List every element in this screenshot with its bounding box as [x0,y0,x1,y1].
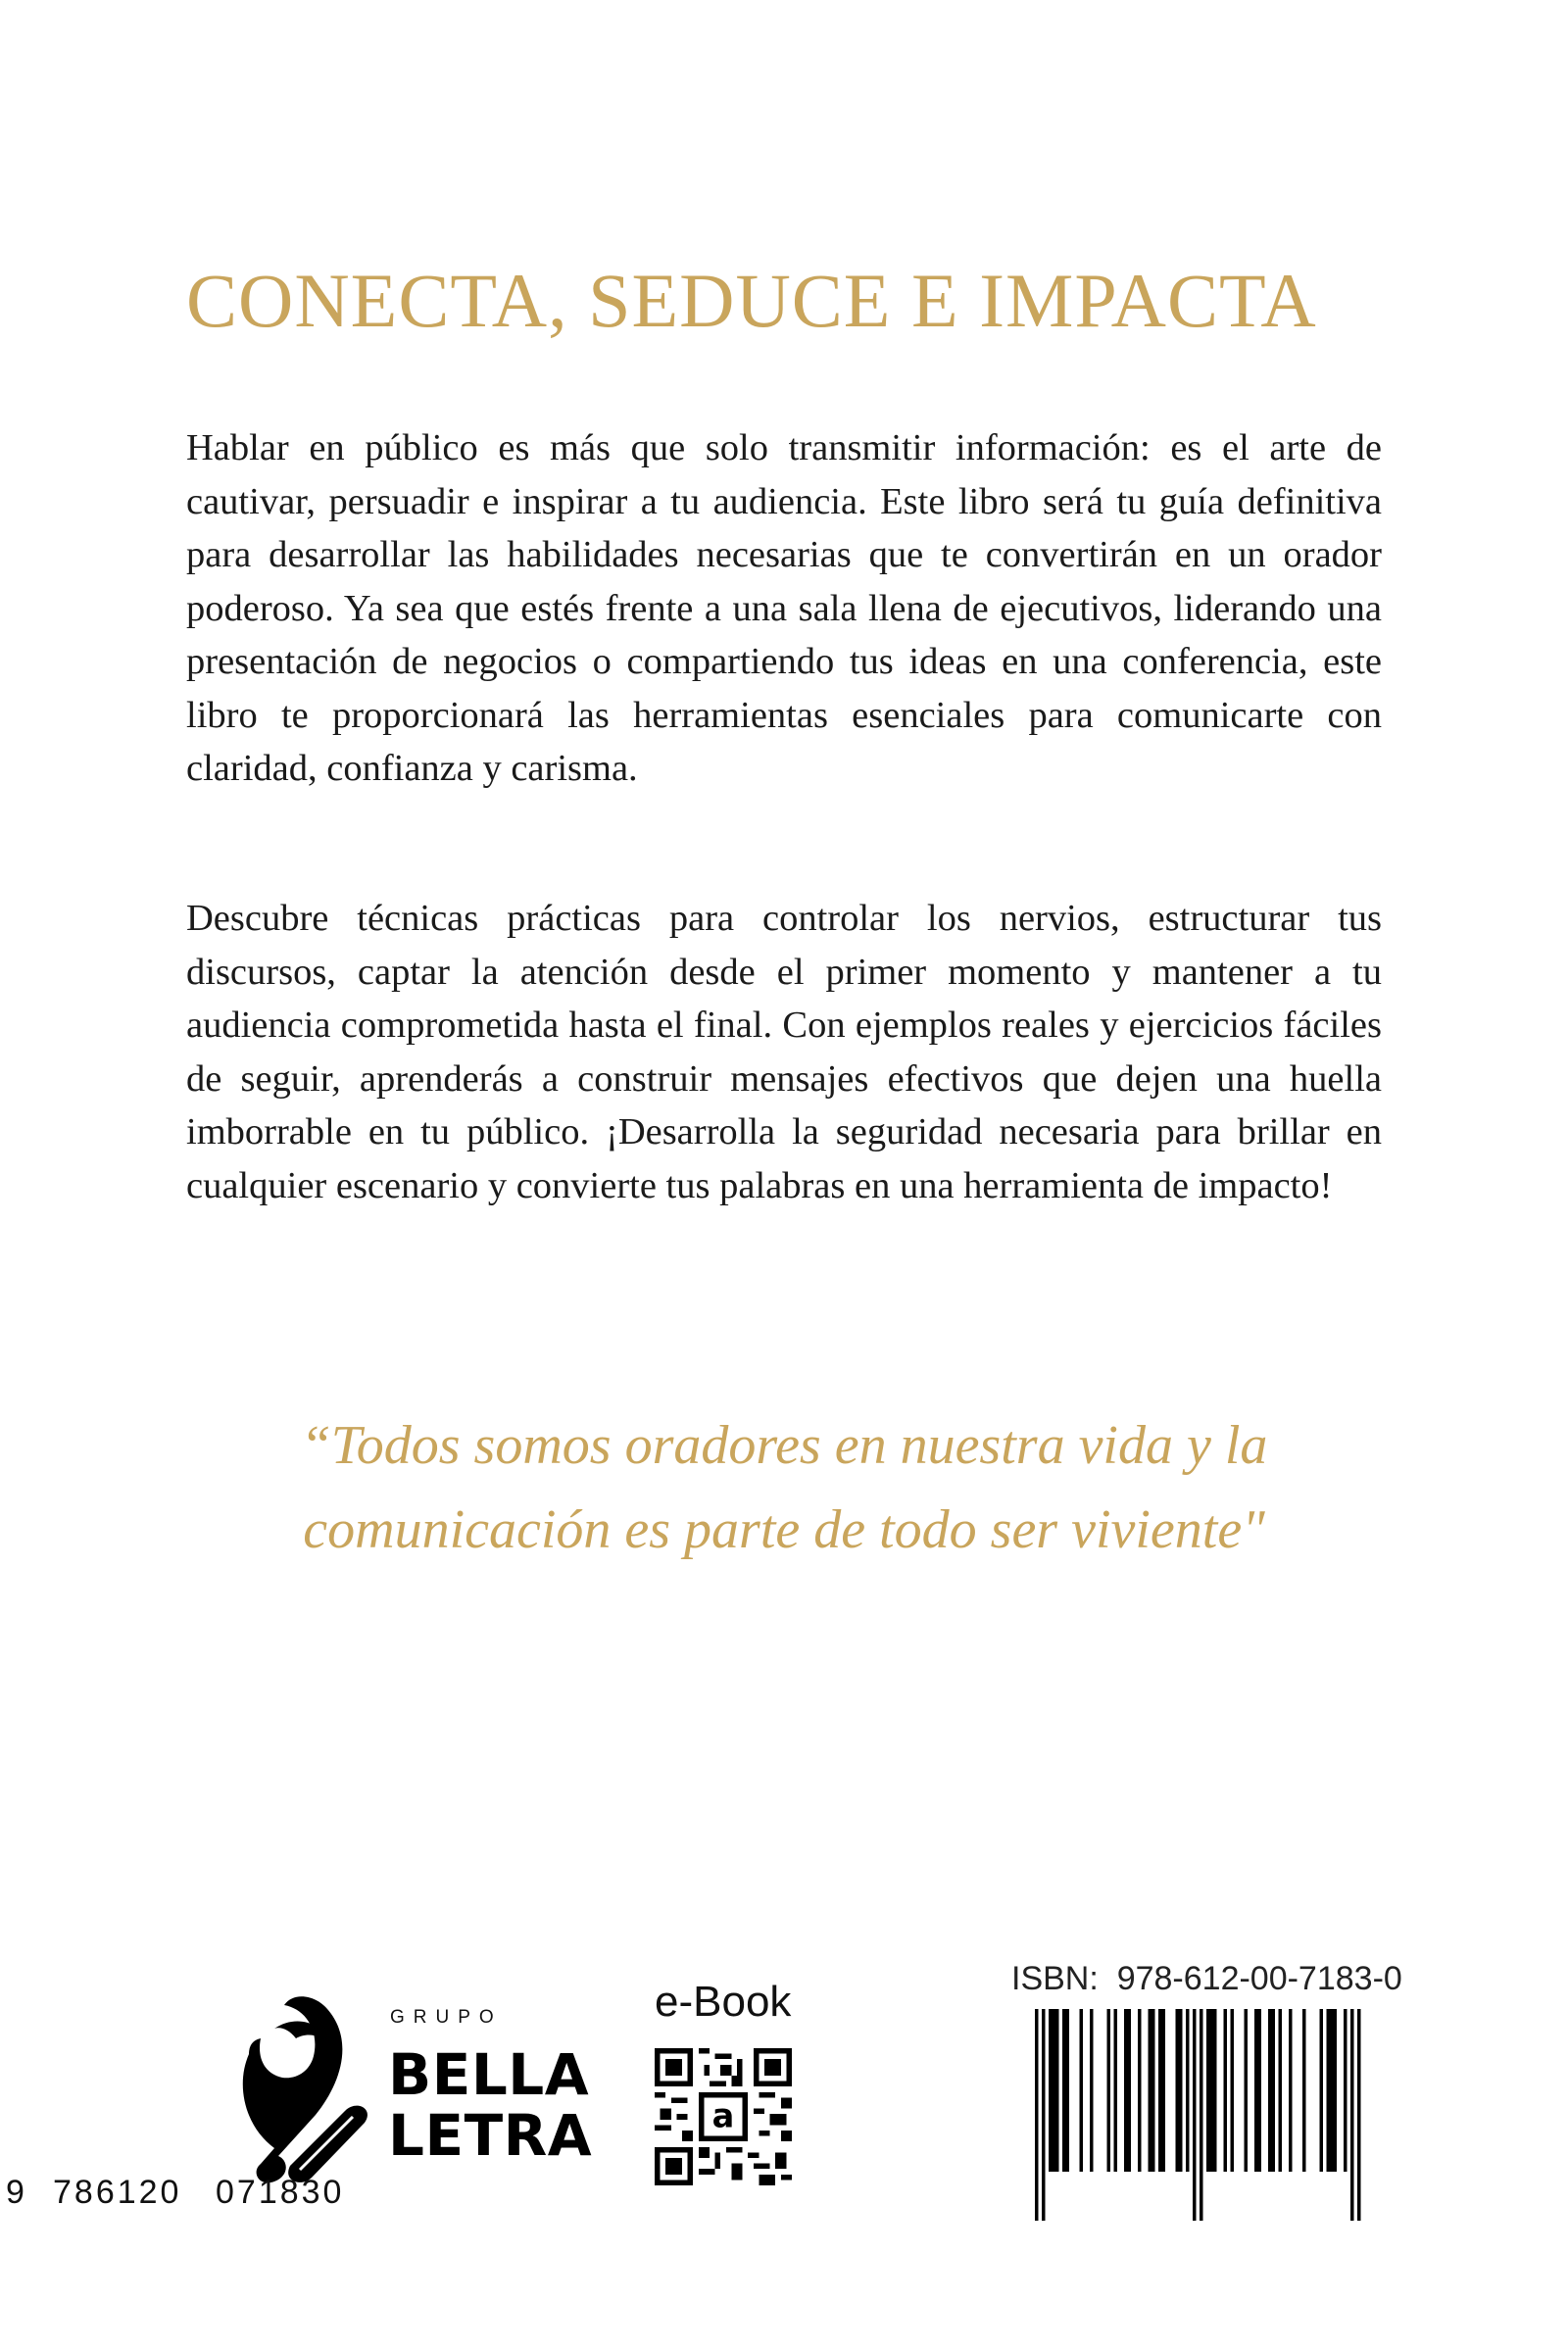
barcode-bar [1107,2009,1111,2172]
publisher-logo [231,1989,604,2205]
barcode-bar [1138,2009,1142,2172]
qr-code-icon [655,2048,792,2185]
brand-name-line-1: BELLA [388,2041,590,2108]
barcode-bar [1152,2009,1155,2172]
barcode-bar [1162,2009,1166,2172]
barcode-bar [1302,2009,1306,2172]
quill-scroll-icon [231,1989,378,2205]
isbn-label: ISBN: 978-612-00-7183-0 [1011,1960,1402,1997]
barcode-bar [1055,2009,1059,2172]
barcode-bar [1254,2009,1258,2172]
barcode-bar [1258,2009,1262,2172]
barcode-bar [1206,2009,1210,2172]
barcode-bar [1179,2009,1183,2172]
qr-center-letter: a [711,2096,735,2135]
barcode-bar [1330,2009,1334,2172]
ean-digit-group: 786120 [53,2174,182,2211]
barcode-bar [1062,2009,1066,2172]
synopsis-paragraph-2: Descubre técnicas prácticas para controlar los nervios, estructurar tus discursos, captar la atención desde el primer momento y mantener a tu audiencia comprometida hasta el final. Con ejemplos reales y ejercicios fáciles de seguir, aprenderás a construir mensajes efectivos que dejen una huella imborrable en tu público. ¡Desarrolla la seguridad necesaria para brillar en cualquier escenario y convierte tus palabras en una herramienta de impacto! [186,898,1382,1206]
back-cover-title: CONECTA, SEDUCE E IMPACTA [186,258,1317,343]
barcode-bar [1090,2009,1094,2172]
barcode-bar [1114,2009,1118,2172]
barcode-bar [1200,2009,1203,2221]
barcode-bar [1042,2009,1046,2221]
barcode-bar [1193,2009,1197,2221]
barcode-bar [1176,2009,1180,2172]
barcode-bar [1049,2009,1053,2172]
barcode-bar [1124,2009,1128,2172]
barcode-bar [1066,2009,1070,2172]
barcode-bar [1334,2009,1338,2172]
brand-prefix: GRUPO [390,2007,503,2028]
isbn-barcode-block [1002,1960,1402,2221]
barcode-bar [1231,2009,1235,2172]
ean-digit-group: 9 [6,2174,27,2211]
barcode-bar [1210,2009,1214,2172]
barcode-bar [1224,2009,1228,2172]
barcode-bar [1279,2009,1283,2172]
barcode-bar [1344,2009,1348,2172]
barcode-bar [1186,2009,1190,2172]
barcode-bar [1268,2009,1272,2172]
synopsis-paragraph-1: Hablar en público es más que solo transmitir información: es el arte de cautivar, persuadir e inspirar a tu audiencia. Este libro será tu guía definitiva para desarrollar las habilidades necesarias que te convertirán en un orador poderoso. Ya sea que estés frente a una sala llena de ejecutivos, liderando una presentación de negocios o compartiendo tus ideas en una conferencia, este libro te proporcionará las herramientas esenciales para comunicarte con claridad, confianza y carisma. [186,427,1382,789]
barcode-bar [1327,2009,1331,2172]
barcode-bar [1350,2009,1354,2221]
barcode-bar [1128,2009,1132,2172]
barcode-icon [1002,1960,1397,2221]
barcode-bar [1320,2009,1324,2172]
barcode-bar [1149,2009,1152,2172]
barcode-bar [1289,2009,1293,2172]
barcode-bar [1213,2009,1217,2172]
barcode-bar [1245,2009,1249,2172]
barcode-bar [1158,2009,1162,2172]
ebook-label: e-Book [655,1978,792,2026]
barcode-bar [1080,2009,1084,2172]
barcode-bar [1053,2009,1056,2172]
brand-name-line-2: LETRA [388,2102,593,2169]
ean-digit-group: 071830 [216,2174,345,2211]
barcode-bar [1357,2009,1361,2221]
author-quote: “Todos somos oradores en nuestra vida y la comunicación es parte de todo ser viviente" [300,1415,1268,1560]
barcode-bar [1272,2009,1276,2172]
barcode-bar [1035,2009,1039,2221]
